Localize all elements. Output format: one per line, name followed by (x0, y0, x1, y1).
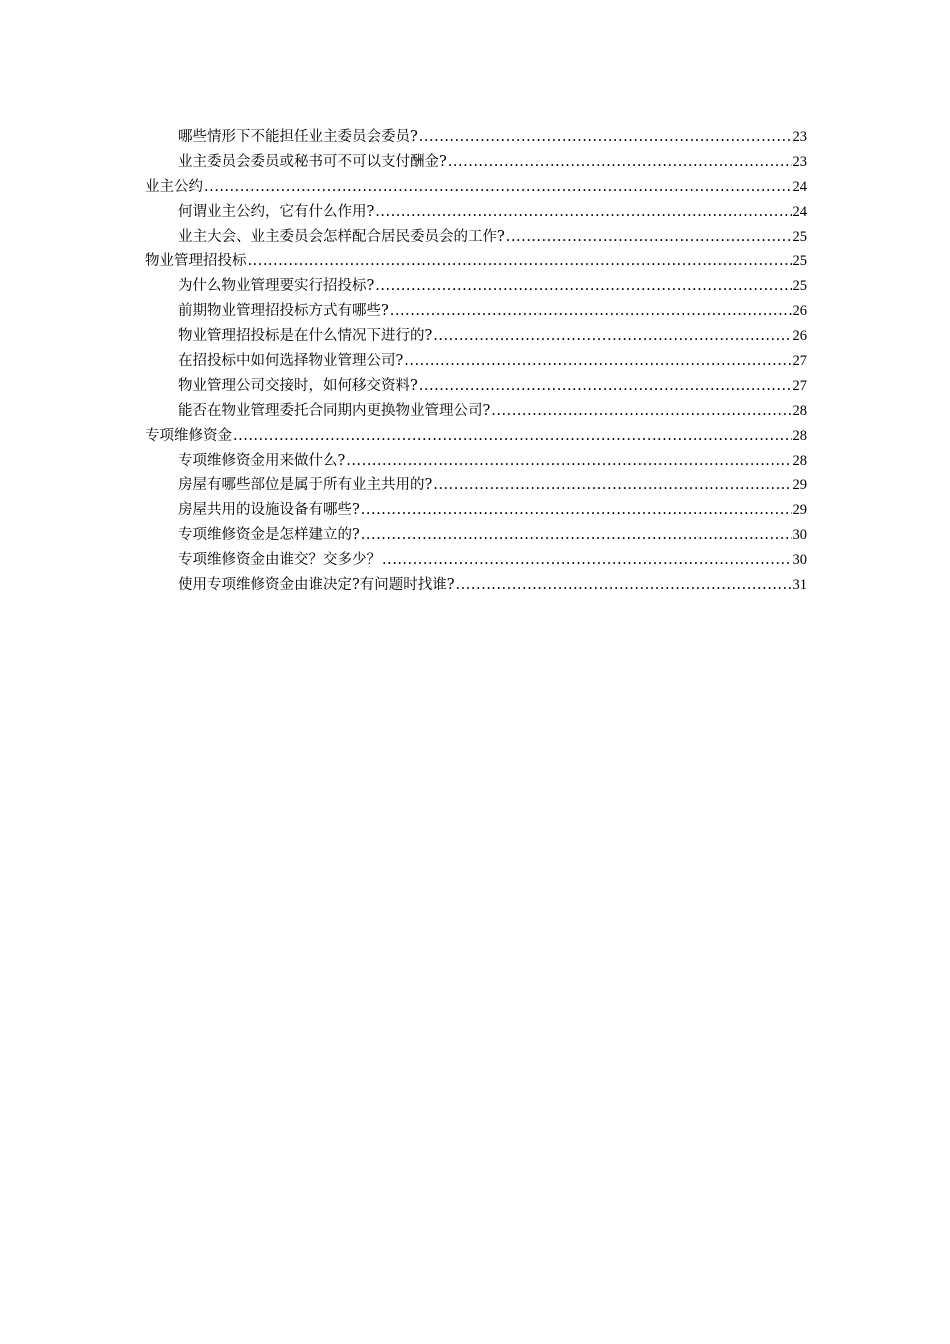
toc-subsection-entry[interactable] (145, 548, 807, 573)
toc-subsection-entry[interactable] (145, 299, 807, 324)
toc-entry-title: 专项维修资金由谁交？交多少？ (178, 552, 381, 569)
toc-section-entry[interactable] (145, 424, 807, 449)
toc-entry-title: 专项维修资金 (145, 427, 232, 444)
toc-entry-title: 专项维修资金用来做什么? (178, 452, 346, 469)
toc-subsection-entry[interactable] (145, 324, 807, 349)
toc-page-number: 31 (792, 577, 807, 594)
toc-subsection-entry[interactable] (145, 399, 807, 424)
toc-subsection-entry[interactable] (145, 349, 807, 374)
toc-dot-leader (419, 125, 792, 150)
toc-dot-leader (361, 498, 792, 523)
toc-subsection-entry[interactable] (145, 274, 807, 299)
toc-dot-leader (506, 225, 792, 250)
toc-subsection-entry[interactable] (145, 523, 807, 548)
toc-dot-leader (491, 399, 791, 424)
toc-entry-title: 房屋共用的设施设备有哪些? (178, 502, 360, 519)
toc-page-number: 28 (792, 427, 807, 444)
toc-entry-title: 房屋有哪些部位是属于所有业主共用的? (178, 477, 433, 494)
toc-entry-title: 前期物业管理招投标方式有哪些? (178, 303, 389, 320)
toc-page-number: 24 (792, 203, 807, 220)
toc-dot-leader (375, 200, 791, 225)
toc-page-number: 30 (792, 527, 807, 544)
toc-entry-title: 物业管理公司交接时，如何移交资料? (178, 377, 418, 394)
toc-dot-leader (382, 548, 792, 573)
toc-entry-title: 使用专项维修资金由谁决定?有问题时找谁? (178, 577, 455, 594)
toc-page-number: 25 (792, 253, 807, 270)
toc-entry-title: 何谓业主公约，它有什么作用? (178, 203, 375, 220)
toc-subsection-entry[interactable] (145, 573, 807, 598)
toc-entry-title: 业主公约 (145, 178, 203, 195)
toc-page-number: 25 (792, 278, 807, 295)
table-of-contents (145, 125, 807, 598)
toc-section-entry[interactable] (145, 249, 807, 274)
toc-page-number: 29 (792, 502, 807, 519)
toc-page-number: 30 (792, 552, 807, 569)
toc-page-number: 28 (792, 452, 807, 469)
toc-section-entry[interactable] (145, 175, 807, 200)
toc-page-number: 25 (792, 228, 807, 245)
toc-subsection-entry[interactable] (145, 225, 807, 250)
toc-dot-leader (404, 349, 791, 374)
toc-page-number: 27 (792, 377, 807, 394)
toc-dot-leader (248, 249, 792, 274)
toc-dot-leader (233, 424, 792, 449)
toc-subsection-entry[interactable] (145, 498, 807, 523)
toc-entry-title: 业主大会、业主委员会怎样配合居民委员会的工作? (178, 228, 505, 245)
toc-page-number: 23 (792, 129, 807, 145)
toc-subsection-entry[interactable] (145, 473, 807, 498)
toc-entry-title: 为什么物业管理要实行招投标? (178, 278, 375, 295)
toc-subsection-entry[interactable] (145, 125, 807, 150)
toc-subsection-entry[interactable] (145, 374, 807, 399)
toc-dot-leader (456, 573, 792, 598)
toc-dot-leader (433, 324, 791, 349)
toc-page-number: 24 (792, 178, 807, 195)
toc-dot-leader (448, 150, 792, 175)
toc-page-number: 26 (792, 303, 807, 320)
toc-page-number: 23 (792, 153, 807, 170)
toc-subsection-entry[interactable] (145, 200, 807, 225)
toc-page-number: 27 (792, 353, 807, 370)
toc-dot-leader (361, 523, 792, 548)
toc-dot-leader (204, 175, 792, 200)
toc-subsection-entry[interactable] (145, 449, 807, 474)
toc-entry-title: 在招投标中如何选择物业管理公司? (178, 353, 404, 370)
toc-entry-title: 业主委员会委员或秘书可不可以支付酬金? (178, 153, 447, 170)
toc-subsection-entry[interactable] (145, 150, 807, 175)
toc-dot-leader (346, 449, 791, 474)
toc-dot-leader (419, 374, 792, 399)
toc-page-number: 28 (792, 402, 807, 419)
toc-dot-leader (375, 274, 791, 299)
toc-entry-title: 能否在物业管理委托合同期内更换物业管理公司? (178, 402, 491, 419)
toc-entry-title: 物业管理招投标 (145, 253, 247, 270)
toc-entry-title: 专项维修资金是怎样建立的? (178, 527, 360, 544)
toc-dot-leader (390, 299, 792, 324)
toc-dot-leader (433, 473, 791, 498)
toc-entry-title: 物业管理招投标是在什么情况下进行的? (178, 328, 433, 345)
toc-page-number: 29 (792, 477, 807, 494)
toc-page-number: 26 (792, 328, 807, 345)
toc-entry-title: 哪些情形下不能担任业主委员会委员? (178, 129, 418, 145)
